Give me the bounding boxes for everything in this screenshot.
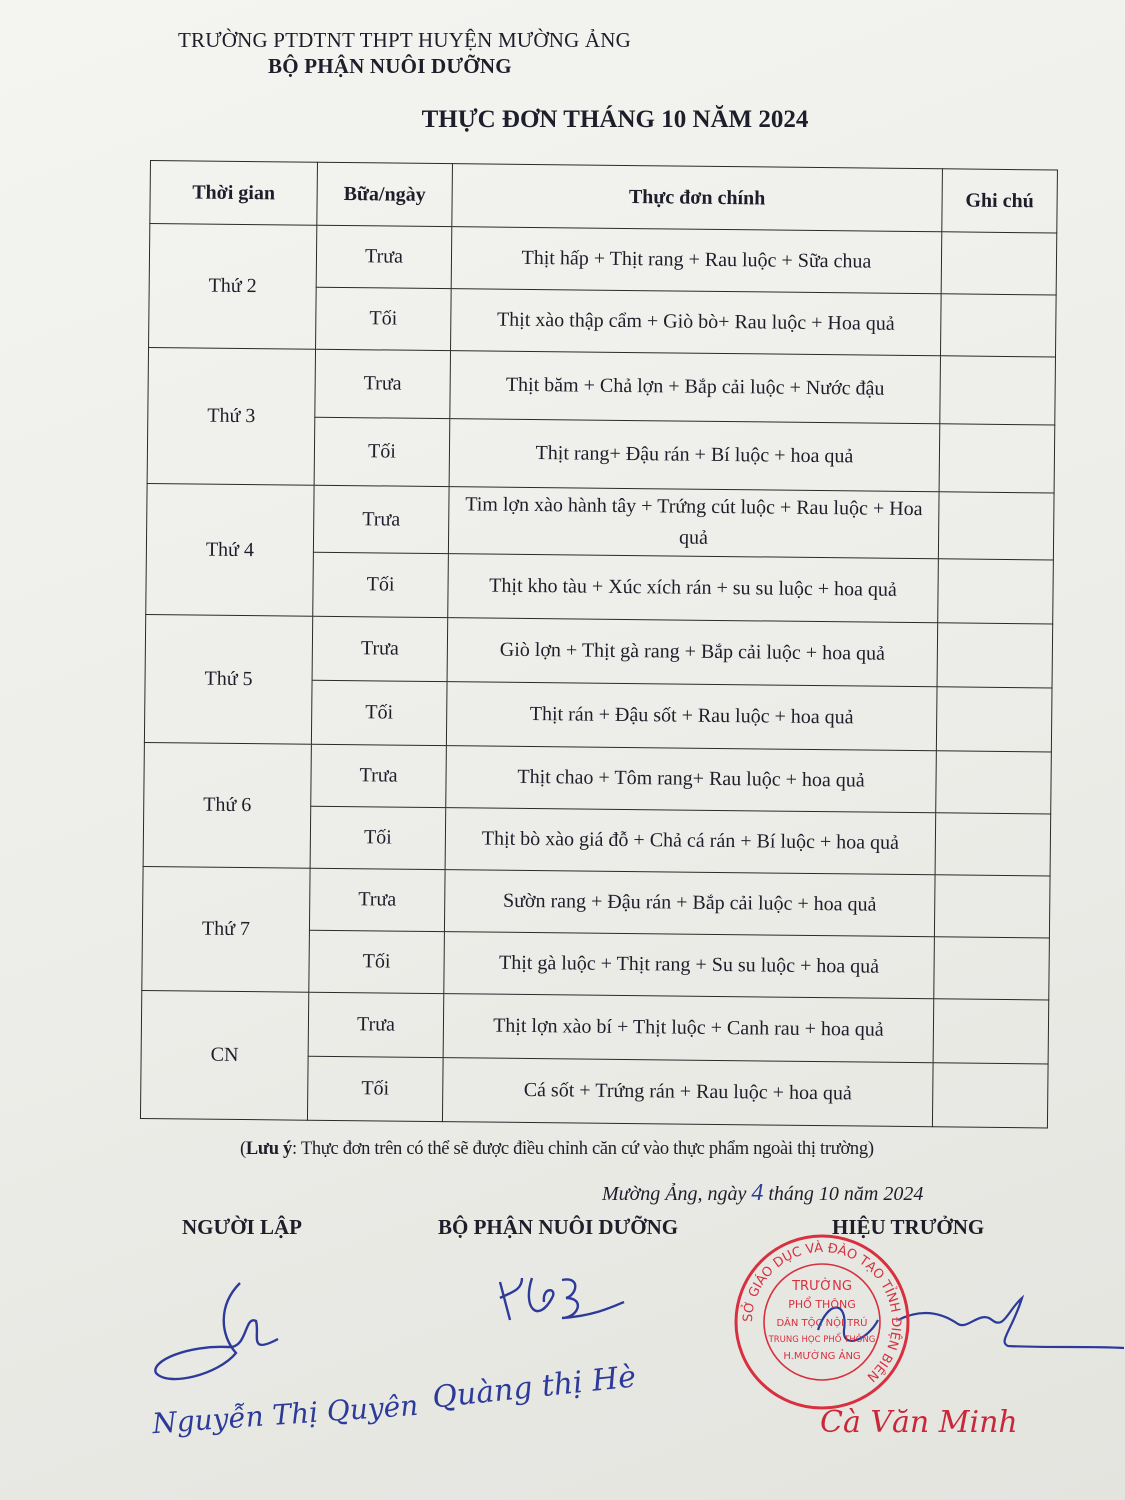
place-date <box>602 1180 923 1207</box>
stamp-line-5: H.MƯỜNG ẢNG <box>783 1351 861 1362</box>
stamp-line-4: TRUNG HỌC PHỔ THÔNG <box>768 1335 876 1345</box>
note-cell <box>937 623 1053 688</box>
place-day: 4 <box>751 1180 764 1206</box>
meal-cell: Trưa <box>315 349 451 418</box>
meal-cell: Tối <box>314 417 450 486</box>
page-title: THỰC ĐƠN THÁNG 10 NĂM 2024 <box>421 106 809 133</box>
meal-cell: Tối <box>307 1056 443 1121</box>
note-cell <box>938 559 1054 624</box>
day-cell: Thứ 4 <box>146 483 314 616</box>
footnote-text: : Thực đơn trên có thể sẽ được điều chỉnh căn cứ vào thực phẩm ngoài thị trường) <box>291 1139 874 1159</box>
meal-cell: Tối <box>311 680 447 745</box>
signer-principal: HIỆU TRƯỞNG <box>832 1215 985 1239</box>
note-cell <box>933 999 1049 1064</box>
meal-cell: Trưa <box>316 225 452 288</box>
day-cell: CN <box>140 990 308 1120</box>
note-cell <box>940 356 1056 425</box>
menu-table-body <box>140 224 1056 1128</box>
school-name: TRƯỜNG PTDTNT THPT HUYỆN MƯỜNG ẢNG <box>178 28 631 52</box>
dish-cell: Thịt rán + Đậu sốt + Rau luộc + hoa quả <box>446 682 937 751</box>
dish-cell: Thịt rang+ Đậu rán + Bí luộc + hoa quả <box>449 419 940 492</box>
place-suffix: tháng 10 năm 2024 <box>763 1183 924 1205</box>
department-name: BỘ PHẬN NUÔI DƯỠNG <box>268 54 512 78</box>
meal-cell: Trưa <box>312 616 448 681</box>
signature-preparer <box>148 1275 298 1395</box>
table-row <box>142 866 1050 937</box>
name-department: Quàng thị Hè <box>430 1359 638 1416</box>
dish-cell: Thịt lợn xào bí + Thịt luộc + Canh rau + hoa quả <box>443 994 934 1063</box>
meal-cell: Tối <box>309 930 445 993</box>
dish-cell: Cá sốt + Trứng rán + Rau luộc + hoa quả <box>442 1058 933 1127</box>
stamp-ring-text: SỞ GIÁO DỤC VÀ ĐÀO TẠO TỈNH ĐIỆN BIÊN <box>740 1240 904 1385</box>
school-seal-stamp <box>732 1232 912 1412</box>
name-preparer: Nguyễn Thị Quyên <box>151 1388 420 1441</box>
note-cell <box>934 937 1050 1000</box>
dish-cell: Thịt xào thập cẩm + Giò bò+ Rau luộc + Hoa quả <box>451 289 942 356</box>
meal-cell: Trưa <box>313 485 449 553</box>
meal-cell: Trưa <box>311 744 447 807</box>
header-time: Thời gian <box>150 161 318 226</box>
meal-cell: Trưa <box>308 992 444 1057</box>
dish-cell: Thịt bò xào giá đỗ + Chả cá rán + Bí luộc + hoa quả <box>445 808 936 875</box>
note-cell <box>941 232 1057 295</box>
table-row <box>146 483 1054 559</box>
table-row <box>144 742 1052 813</box>
stamp-line-1: TRƯỜNG <box>792 1279 852 1294</box>
dish-cell: Tim lợn xào hành tây + Trứng cút luộc + Rau luộc + Hoa quả <box>448 487 939 559</box>
note-cell <box>935 813 1051 876</box>
dish-cell: Thịt hấp + Thịt rang + Rau luộc + Sữa chua <box>451 227 942 294</box>
dish-cell: Sườn rang + Đậu rán + Bắp cải luộc + hoa quả <box>444 870 935 937</box>
day-cell: Thứ 5 <box>144 614 312 744</box>
menu-table <box>140 160 1058 1128</box>
note-cell <box>939 424 1055 493</box>
table-row <box>141 990 1049 1063</box>
dish-cell: Thịt chao + Tôm rang+ Rau luộc + hoa quả <box>446 746 937 813</box>
signer-department: BỘ PHẬN NUÔI DƯỠNG <box>438 1215 679 1239</box>
table-header-row <box>150 161 1058 233</box>
meal-cell: Tối <box>310 806 446 869</box>
signer-preparer: NGƯỜI LẬP <box>182 1215 302 1239</box>
note-cell <box>940 294 1056 357</box>
table-row <box>148 347 1056 424</box>
day-cell: Thứ 2 <box>149 224 317 350</box>
signature-department <box>492 1268 632 1338</box>
place-prefix: Mường Ảng, ngày <box>602 1183 752 1205</box>
note-cell <box>934 875 1050 938</box>
day-cell: Thứ 7 <box>142 866 310 992</box>
stamp-line-2: PHỔ THÔNG <box>788 1298 856 1311</box>
note-cell <box>936 751 1052 814</box>
dish-cell: Thịt băm + Chả lợn + Bắp cải luộc + Nước đậu <box>450 351 941 424</box>
header-main-menu: Thực đơn chính <box>452 164 943 232</box>
note-cell <box>938 492 1054 560</box>
day-cell: Thứ 6 <box>143 742 311 868</box>
header-meal: Bữa/ngày <box>317 162 453 226</box>
note-cell <box>932 1063 1048 1128</box>
name-principal: Cà Văn Minh <box>820 1405 1018 1440</box>
table-row <box>145 614 1053 687</box>
table-row <box>149 224 1057 295</box>
meal-cell: Tối <box>313 552 449 617</box>
stamp-line-3: DÂN TỘC NỘI TRÚ <box>776 1318 868 1329</box>
meal-cell: Tối <box>316 287 452 350</box>
header-note: Ghi chú <box>942 169 1058 233</box>
dish-cell: Giò lợn + Thịt gà rang + Bắp cải luộc + hoa quả <box>447 618 938 687</box>
dish-cell: Thịt gà luộc + Thịt rang + Su su luộc + hoa quả <box>444 932 935 999</box>
day-cell: Thứ 3 <box>147 347 315 485</box>
note-cell <box>936 687 1052 752</box>
footnote <box>240 1139 874 1160</box>
dish-cell: Thịt kho tàu + Xúc xích rán + su su luộc + hoa quả <box>448 554 939 623</box>
meal-cell: Trưa <box>309 868 445 931</box>
footnote-label: Lưu ý <box>245 1139 292 1159</box>
footnote-open: ( <box>240 1139 246 1159</box>
